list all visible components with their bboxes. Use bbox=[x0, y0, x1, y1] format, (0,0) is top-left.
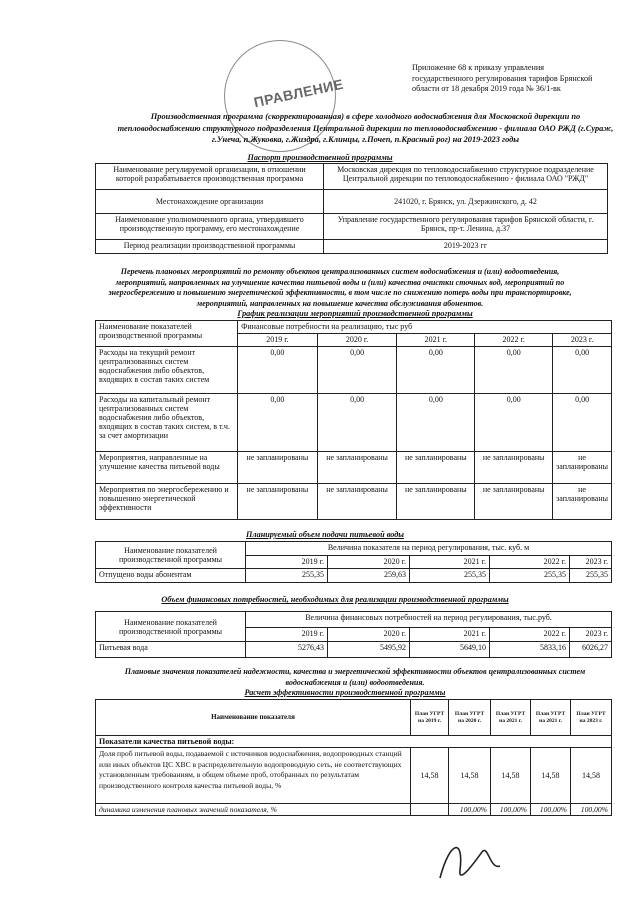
year-header: 2019 г. bbox=[238, 334, 318, 347]
year-header: 2021 г. bbox=[410, 628, 490, 642]
col-name-header: Наименование показателей производственной программы bbox=[96, 612, 246, 642]
col-group-header: Величина показателя на период регулирования, тыс. куб. м bbox=[246, 542, 612, 556]
year-header: 2020 г. bbox=[328, 628, 410, 642]
cell-value: 0,00 bbox=[238, 347, 318, 394]
table-row bbox=[96, 164, 608, 190]
passport-value: 241020, г. Брянск, ул. Дзержинского, д. 42 bbox=[324, 190, 608, 214]
year-header: План УГРТ на 2019 г. bbox=[411, 700, 449, 736]
cell-value: не запланированы bbox=[553, 452, 612, 484]
row-label: Расходы на капитальный ремонт централизованных систем водоснабжения либо объектов, входящих в состав таких систем, в т.ч. за счет амортизации bbox=[96, 394, 238, 452]
cell-value: 14,58 bbox=[411, 748, 449, 804]
cell-value: 255,35 bbox=[410, 569, 490, 583]
passport-value: 2019-2023 гг bbox=[324, 240, 608, 254]
year-header: 2023 г. bbox=[570, 556, 612, 569]
passport-label: Наименование уполномоченного органа, утвердившего производственную программу, его местонахождение bbox=[96, 214, 324, 240]
stamp-text: ПРАВЛЕНИЕ bbox=[252, 75, 345, 111]
appendix-line: государственного регулирования тарифов Брянской bbox=[412, 73, 593, 83]
cell-value: 5495,92 bbox=[328, 642, 410, 658]
cell-value: 5276,43 bbox=[246, 642, 328, 658]
efficiency-table bbox=[95, 699, 612, 816]
cell-value: 0,00 bbox=[475, 394, 553, 452]
cell-value: не запланированы bbox=[238, 484, 318, 520]
passport-value: Московская дирекция по тепловодоснабжению структурное подразделение Центральной дирекции по тепловодоснабжению - филиала ОАО "РЖД" bbox=[324, 164, 608, 190]
year-header: 2021 г. bbox=[410, 556, 490, 569]
passport-table bbox=[95, 163, 608, 254]
cell-value: 0,00 bbox=[317, 394, 397, 452]
col-name-header: Наименование показателей производственной программы bbox=[96, 321, 238, 347]
year-header: 2022 г. bbox=[475, 334, 553, 347]
table-row bbox=[96, 190, 608, 214]
cell-value: 100,00% bbox=[571, 804, 612, 816]
table-row bbox=[96, 214, 608, 240]
cell-value: 255,35 bbox=[246, 569, 328, 583]
cell-value: 0,00 bbox=[397, 394, 475, 452]
table-row bbox=[96, 804, 612, 816]
col-name-header: Наименование показателя bbox=[96, 700, 411, 736]
cell-value: 14,58 bbox=[571, 748, 612, 804]
passport-label: Наименование регулируемой организации, в отношении которой разрабатывается производственная программа bbox=[96, 164, 324, 190]
row-label: Мероприятия по энергосбережению и повышению энергетической эффективности bbox=[96, 484, 238, 520]
row-label: Мероприятия, направленные на улучшение качества питьевой воды bbox=[96, 452, 238, 484]
appendix-line: области от 18 декабря 2019 года № 36/1-вк bbox=[412, 84, 561, 93]
year-header: 2019 г. bbox=[246, 556, 328, 569]
cell-value bbox=[411, 804, 449, 816]
cell-value: не запланированы bbox=[553, 484, 612, 520]
col-group-header: Величина финансовых потребностей на период регулирования, тыс.руб. bbox=[246, 612, 612, 628]
table-section-row bbox=[96, 736, 612, 748]
table-row bbox=[96, 569, 612, 583]
cell-value: 5833,16 bbox=[490, 642, 570, 658]
heading-line: Перечень плановых мероприятий по ремонту объектов централизованных систем водоснабжения и (или) водоотведения, bbox=[120, 267, 560, 276]
row-label: Доля проб питьевой воды, подаваемой с источников водоснабжения, водопроводных станций или иных объектов ЦС ХВС в распределительную водопроводную сеть, не соответствующих установленным требованиям, в общем объеме проб, отобранных по результатам производственного контроля качества питьевой воды, % bbox=[96, 748, 411, 804]
row-label: Питьевая вода bbox=[96, 642, 246, 658]
cell-value: не запланированы bbox=[475, 452, 553, 484]
cell-value: 5649,10 bbox=[410, 642, 490, 658]
col-group-header: Финансовые потребности на реализацию, тыс руб bbox=[238, 321, 612, 334]
cell-value: 0,00 bbox=[553, 394, 612, 452]
cell-value: 100,00% bbox=[531, 804, 571, 816]
cell-value: не запланированы bbox=[397, 484, 475, 520]
cell-value: 14,58 bbox=[449, 748, 491, 804]
section-label: Показатели качества питьевой воды: bbox=[96, 736, 612, 748]
cell-value: 255,35 bbox=[570, 569, 612, 583]
year-header: 2023 г. bbox=[553, 334, 612, 347]
table-row bbox=[96, 484, 612, 520]
schedule-table bbox=[95, 320, 612, 520]
cell-value: 14,58 bbox=[491, 748, 531, 804]
table-row bbox=[96, 347, 612, 394]
table-header-row bbox=[96, 612, 612, 628]
title-line: г.Унеча, п.Жуковка, г.Жиздра, г.Клинцы, г.Почеп, п.Красный рог) на 2019-2023 годы bbox=[211, 135, 520, 144]
cell-value: 0,00 bbox=[238, 394, 318, 452]
cell-value: 0,00 bbox=[475, 347, 553, 394]
cell-value: 14,58 bbox=[531, 748, 571, 804]
efficiency-heading: Расчет эффективности производственной программы bbox=[244, 688, 446, 697]
cell-value: не запланированы bbox=[397, 452, 475, 484]
reliability-heading bbox=[90, 667, 620, 688]
year-header: 2022 г. bbox=[490, 556, 570, 569]
passport-heading: Паспорт производственной программы bbox=[247, 153, 393, 162]
table-header-row bbox=[96, 542, 612, 556]
heading-line: водоснабжения и (или) водоотведения. bbox=[285, 677, 425, 687]
title-line: тепловодоснабжению структурного подразделения Центральной дирекции по тепловодоснабжению - филиала ОАО РЖД (г.Сураж, bbox=[117, 123, 614, 133]
cell-value: 0,00 bbox=[397, 347, 475, 394]
cell-value: не запланированы bbox=[317, 484, 397, 520]
passport-label: Период реализации производственной программы bbox=[96, 240, 324, 254]
passport-value: Управление государственного регулирования тарифов Брянской области, г. Брянск, пр-т. Ленина, д.37 bbox=[324, 214, 608, 240]
year-header: 2022 г. bbox=[490, 628, 570, 642]
title-line: Производственная программа (скорректированная) в сфере холодного водоснабжения для Московской дирекции по bbox=[150, 112, 581, 121]
year-header: План УГРТ на 2021 г. bbox=[531, 700, 571, 736]
year-header: 2021 г. bbox=[397, 334, 475, 347]
supply-table bbox=[95, 541, 612, 583]
table-row bbox=[96, 748, 612, 804]
cell-value: 100,00% bbox=[449, 804, 491, 816]
year-header: 2019 г. bbox=[246, 628, 328, 642]
table-row bbox=[96, 394, 612, 452]
appendix-note bbox=[412, 63, 622, 95]
cell-value: 259,63 bbox=[328, 569, 410, 583]
row-label: Отпущено воды абонентам bbox=[96, 569, 246, 583]
cell-value: 0,00 bbox=[317, 347, 397, 394]
table-row bbox=[96, 642, 612, 658]
heading-line: мероприятий, направленных на повышение качества обслуживания абонентов. bbox=[196, 298, 484, 308]
supply-heading: Планируемый объем подачи питьевой воды bbox=[246, 530, 404, 539]
table-header-row bbox=[96, 700, 612, 736]
cell-value: не запланированы bbox=[317, 452, 397, 484]
heading-line: энергосбережению и повышению энергетической эффективности, в том числе по снижению потерь воды при транспортировке, bbox=[108, 288, 572, 297]
table-row bbox=[96, 452, 612, 484]
heading-line: Плановые значения показателей надежности, качества и энергетической эффективности объектов централизованных систем bbox=[124, 667, 586, 676]
table-row bbox=[96, 240, 608, 254]
year-header: 2020 г. bbox=[317, 334, 397, 347]
finance-heading: Объем финансовых потребностей, необходимых для реализации производственной программы bbox=[161, 595, 509, 604]
cell-value: 100,00% bbox=[491, 804, 531, 816]
cell-value: 6026,27 bbox=[570, 642, 612, 658]
cell-value: не запланированы bbox=[238, 452, 318, 484]
signature bbox=[430, 830, 520, 890]
schedule-heading: График реализации мероприятий производственной программы bbox=[237, 309, 473, 318]
document-title bbox=[108, 111, 623, 146]
row-label: Расходы на текущий ремонт централизованных систем водоснабжения либо объектов, входящих в состав таких систем bbox=[96, 347, 238, 394]
year-header: 2023 г. bbox=[570, 628, 612, 642]
cell-value: 0,00 bbox=[553, 347, 612, 394]
row-label: динамика изменения плановых значений показателя, % bbox=[96, 804, 411, 816]
year-header: План УГРТ на 2023 г. bbox=[571, 700, 612, 736]
measures-heading bbox=[60, 267, 620, 309]
year-header: План УГРТ на 2020 г. bbox=[449, 700, 491, 736]
appendix-line: Приложение 68 к приказу управления bbox=[412, 63, 545, 72]
table-header-row bbox=[96, 321, 612, 334]
col-name-header: Наименование показателей производственной программы bbox=[96, 542, 246, 569]
passport-label: Местонахождение организации bbox=[96, 190, 324, 214]
cell-value: 255,35 bbox=[490, 569, 570, 583]
finance-table bbox=[95, 611, 612, 658]
year-header: 2020 г. bbox=[328, 556, 410, 569]
year-header: План УГРТ на 2021 г. bbox=[491, 700, 531, 736]
cell-value: не запланированы bbox=[475, 484, 553, 520]
heading-line: мероприятий, направленных на улучшение качества питьевой воды и (или) качества очистки сточных вод, мероприятий по bbox=[115, 277, 565, 287]
